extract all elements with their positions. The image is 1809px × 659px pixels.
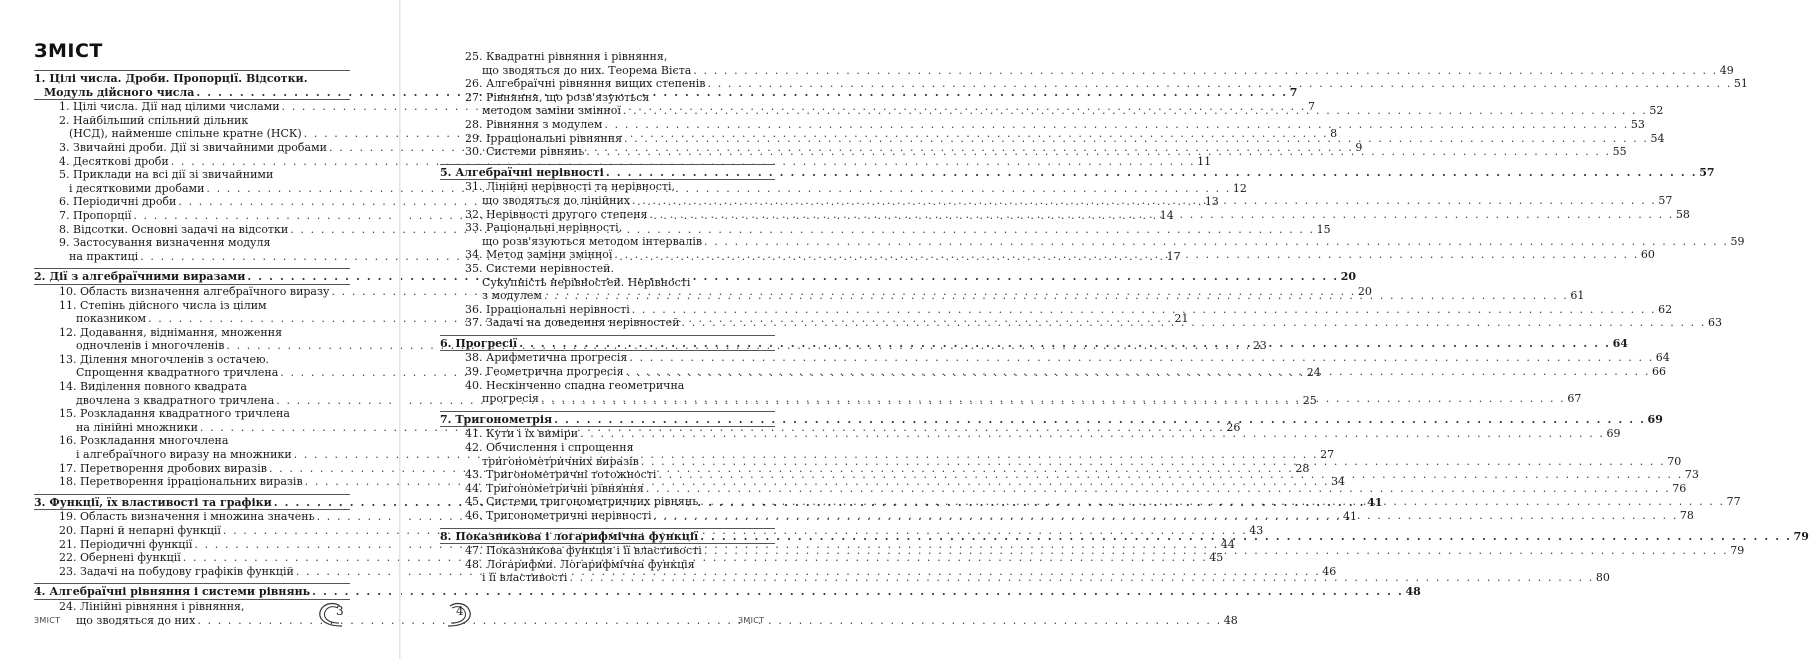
- toc-entry-title: 29. Ірраціональні рівняння: [465, 131, 623, 145]
- toc-entry-9[interactable]: 9. Застосування визначення модуля: [59, 236, 271, 250]
- toc-entry-title: що розв'язуються методом інтервалів: [482, 234, 703, 248]
- toc-entry-42[interactable]: 42. Обчислення і спрощення: [465, 441, 634, 455]
- toc-page-number: 59: [1730, 234, 1745, 248]
- toc-page-number: 64: [1655, 351, 1670, 365]
- toc-entry-title: 19. Область визначення і множина значень: [59, 510, 315, 524]
- toc-page-number: 48: [1223, 613, 1238, 627]
- toc-entry-title: що зводяться до них: [76, 613, 196, 627]
- toc-section-title: 8. Показникова і логарифмічна функції: [440, 529, 699, 543]
- toc-entry-title: 38. Арифметична прогресія: [465, 351, 628, 365]
- toc-page-number: 24: [1306, 366, 1321, 380]
- toc-page-number: 8: [1330, 127, 1338, 141]
- toc-page-number: 9: [1355, 140, 1363, 154]
- toc-page-number: 52: [1649, 104, 1664, 118]
- toc-page-number: 14: [1159, 208, 1174, 222]
- toc-entry-15[interactable]: 15. Розкладання квадратного тричлена: [59, 407, 290, 421]
- toc-entry-48[interactable]: 48. Логарифми. Логарифмічна функція: [465, 557, 695, 571]
- toc-page-number: 13: [1204, 195, 1219, 209]
- toc-entry-title: тригонометричних виразів: [482, 454, 639, 468]
- toc-entry-title: що зводяться до них. Теорема Вієта: [482, 63, 692, 77]
- toc-page-number: 51: [1733, 77, 1748, 91]
- page-number-left: 3: [336, 604, 344, 618]
- toc-page-number: 57: [1658, 193, 1673, 207]
- toc-entry-2[interactable]: 2. Найбільший спільний дільник: [59, 113, 249, 127]
- toc-entry-26[interactable]: [465, 77, 1748, 91]
- toc-entry-title: 28. Рівняння з модулем: [465, 117, 603, 131]
- toc-entry-35-cont: Сукупність нерівностей. Нерівності: [482, 275, 691, 289]
- toc-section-title: 6. Прогресії: [440, 336, 518, 350]
- toc-page-number: 46: [1322, 564, 1337, 578]
- toc-entry-title: прогресія: [482, 392, 539, 406]
- toc-section-4[interactable]: [34, 583, 1421, 600]
- toc-page-number: 76: [1672, 481, 1687, 495]
- toc-page-number: 49: [1719, 63, 1734, 77]
- toc-entry-title: 8. Відсотки. Основні задачі на відсотки: [59, 222, 289, 236]
- toc-section-title: 7. Тригонометрія: [440, 412, 553, 426]
- toc-entry-36[interactable]: [465, 302, 1673, 317]
- toc-page-number: 45: [1209, 551, 1224, 565]
- toc-page-number: 58: [1675, 207, 1690, 221]
- toc-section-title: 3. Функції, їх властивості та графіки: [34, 495, 272, 509]
- toc-page-number: 20: [1340, 270, 1357, 284]
- toc-entry-5[interactable]: 5. Приклади на всі дії зі звичайними: [59, 168, 274, 182]
- toc-page-number: 20: [1357, 284, 1372, 298]
- toc-entry-title: 18. Перетворення ірраціональних виразів: [59, 475, 303, 489]
- toc-entry-40[interactable]: 40. Нескінченно спадна геометрична: [465, 378, 685, 392]
- toc-entry-title: 3. Звичайні дроби. Дії зі звичайними дробами: [59, 140, 327, 154]
- toc-entry-25-cont: [465, 63, 1734, 78]
- toc-entry-title: методом заміни змінної: [482, 104, 621, 118]
- toc-entry-title: 23. Задачі на побудову графіків функцій: [59, 564, 294, 578]
- toc-entry-title: 17. Перетворення дробових виразів: [59, 461, 267, 475]
- toc-page-number: 44: [1220, 537, 1235, 551]
- toc-page-number: 11: [1197, 154, 1212, 168]
- footer-running-title: ЗМІСТ: [34, 616, 61, 625]
- toc-entry-33-cont: [465, 234, 1745, 249]
- toc-entry-title: 41. Кути і їх виміри: [465, 427, 579, 441]
- toc-entry-title: з модулем: [482, 289, 542, 303]
- toc-section-title: Модуль дійсного числа: [44, 85, 195, 99]
- toc-section-title: 1. Цілі числа. Дроби. Пропорції. Відсотки.: [34, 72, 308, 85]
- toc-entry-title: двочлена з квадратного тричлена: [76, 393, 275, 407]
- toc-entry-title: 37. Задачі на доведення нерівностей: [465, 316, 680, 330]
- toc-entry-title: 46. Тригонометричні нерівності: [465, 509, 652, 522]
- toc-entry-29[interactable]: [465, 131, 1665, 146]
- toc-section-5[interactable]: [440, 164, 1715, 181]
- toc-page-number: 69: [1606, 427, 1621, 441]
- toc-entry-title: 6. Періодичні дроби: [59, 195, 177, 209]
- toc-entry-16[interactable]: 16. Розкладання многочлена: [59, 434, 229, 448]
- toc-page-number: 23: [1252, 339, 1267, 353]
- swirl-ornament-icon: [312, 600, 352, 630]
- toc-page-number: 69: [1647, 412, 1663, 426]
- toc-page-number: 41: [1342, 510, 1357, 524]
- toc-entry-title: 26. Алгебраїчні рівняння вищих степенів: [465, 77, 706, 91]
- toc-entry-title: одночленів і многочленів: [76, 339, 225, 353]
- toc-entry-24[interactable]: 24. Лінійні рівняння і рівняння,: [59, 599, 245, 613]
- toc-page-number: 17: [1166, 249, 1181, 263]
- toc-page-number: 43: [1249, 524, 1264, 537]
- toc-entry-13[interactable]: 13. Ділення многочленів з остачею.: [59, 352, 270, 366]
- footer-running-title: ЗМІСТ: [738, 616, 765, 625]
- toc-entry-title: 39. Геометрична прогресія: [465, 365, 624, 379]
- toc-entry-title: 36. Ірраціональні нерівності: [465, 302, 630, 316]
- toc-entry-title: 21. Періодичні функції: [59, 537, 193, 551]
- toc-page-number: 70: [1667, 454, 1682, 468]
- toc-page-number: 66: [1651, 365, 1666, 379]
- toc-entry-title: 45. Системи тригонометричних рівнянь: [465, 495, 699, 509]
- toc-page-number: 26: [1226, 420, 1241, 434]
- toc-section-title: 4. Алгебраїчні рівняння і системи рівнянь: [34, 585, 311, 599]
- toc-page-number: 7: [1307, 100, 1315, 114]
- toc-page-number: 54: [1650, 131, 1665, 145]
- toc-entry-title: 32. Нерівності другого степеня: [465, 207, 648, 221]
- toc-entry-14[interactable]: 14. Виділення повного квадрата: [59, 380, 247, 394]
- toc-page-number: 79: [1793, 529, 1809, 543]
- toc-entry-title: 44. Тригонометричні рівняння: [465, 481, 644, 495]
- toc-entry-title: показником: [76, 312, 147, 326]
- toc-entry-title: 30. Системи рівнянь: [465, 145, 585, 159]
- toc-entry-title: 7. Пропорції: [59, 208, 132, 222]
- toc-entry-4[interactable]: [34, 154, 1212, 169]
- toc-entry-title: 34. Метод заміни змінної: [465, 248, 613, 262]
- toc-entry-title: 4. Десяткові дроби: [59, 154, 169, 168]
- toc-page-number: 41: [1367, 495, 1383, 509]
- toc-entry-12[interactable]: 12. Додавання, віднімання, множення: [59, 325, 283, 339]
- toc-entry-title: Спрощення квадратного тричлена: [76, 366, 279, 380]
- toc-entry-31[interactable]: 31. Лінійні нерівності та нерівності,: [465, 180, 675, 194]
- toc-page-number: 27: [1320, 448, 1335, 462]
- toc-entry-title: що зводяться до лінійних: [482, 193, 630, 207]
- toc-entry-title: і десятковими дробами: [69, 181, 205, 195]
- toc-entry-33[interactable]: 33. Раціональні нерівності,: [465, 221, 623, 235]
- toc-page-number: 77: [1726, 495, 1741, 509]
- toc-entry-25[interactable]: 25. Квадратні рівняння і рівняння,: [465, 50, 668, 63]
- toc-page-number: 48: [1405, 585, 1421, 599]
- toc-page-number: 15: [1316, 222, 1331, 236]
- toc-page-number: 28: [1295, 461, 1310, 475]
- toc-page-number: 64: [1612, 336, 1628, 350]
- toc-page-number: 21: [1174, 312, 1189, 326]
- toc-page-number: 7: [1289, 85, 1298, 99]
- toc-page-number: 61: [1570, 289, 1585, 303]
- toc-page-number: 80: [1595, 571, 1610, 585]
- toc-page-number: 78: [1679, 509, 1694, 522]
- toc-page-number: 34: [1331, 475, 1346, 489]
- toc-entry-title: 43. Тригонометричні тотожності: [465, 468, 657, 482]
- toc-page-number: 63: [1707, 316, 1722, 330]
- toc-entry-28[interactable]: [465, 117, 1645, 132]
- toc-page-number: 79: [1730, 544, 1745, 558]
- toc-entry-35[interactable]: 35. Системи нерівностей.: [465, 261, 615, 275]
- page-title: ЗМІСТ: [34, 40, 103, 62]
- toc-page-number: 60: [1640, 248, 1655, 262]
- toc-page-number: 25: [1302, 393, 1317, 407]
- toc-section-title: 2. Дії з алгебраїчними виразами: [34, 270, 246, 284]
- page-number-right: 4: [456, 604, 464, 618]
- toc-entry-title: і алгебраїчного виразу на множники: [76, 448, 292, 462]
- toc-page-number: 57: [1699, 165, 1715, 179]
- toc-page-number: 73: [1684, 468, 1699, 482]
- toc-page-number: 62: [1658, 302, 1673, 316]
- toc-entry-title: 47. Показникова функція і її властивості: [465, 544, 702, 558]
- toc-entry-title: 10. Область визначення алгебраїчного виразу: [59, 284, 330, 298]
- toc-entry-30[interactable]: [465, 145, 1627, 159]
- toc-page-number: 12: [1232, 181, 1247, 195]
- toc-entry-27[interactable]: 27. Рівняння, що розв'язуються: [465, 90, 650, 104]
- toc-entry-title: (НСД), найменше спільне кратне (НСК): [69, 127, 302, 141]
- toc-entry-title: 20. Парні й непарні функції: [59, 524, 221, 537]
- toc-entry-title: на практиці: [69, 249, 139, 263]
- toc-section-title: 5. Алгебраїчні нерівності: [440, 165, 604, 179]
- toc-entry-title: і її властивості: [482, 571, 568, 585]
- toc-page-number: 67: [1567, 392, 1582, 406]
- toc-entry-38[interactable]: [465, 351, 1670, 365]
- toc-page-number: 53: [1630, 117, 1645, 131]
- toc-entry-title: 1. Цілі числа. Дії над цілими числами: [59, 100, 280, 114]
- toc-page-number: 55: [1612, 145, 1627, 159]
- toc-entry-title: 22. Обернені функції: [59, 551, 181, 565]
- toc-entry-11[interactable]: 11. Степінь дійсного числа із цілим: [59, 298, 267, 312]
- toc-entry-title: на лінійні множники: [76, 420, 198, 434]
- toc-entry-27-cont: [465, 104, 1664, 118]
